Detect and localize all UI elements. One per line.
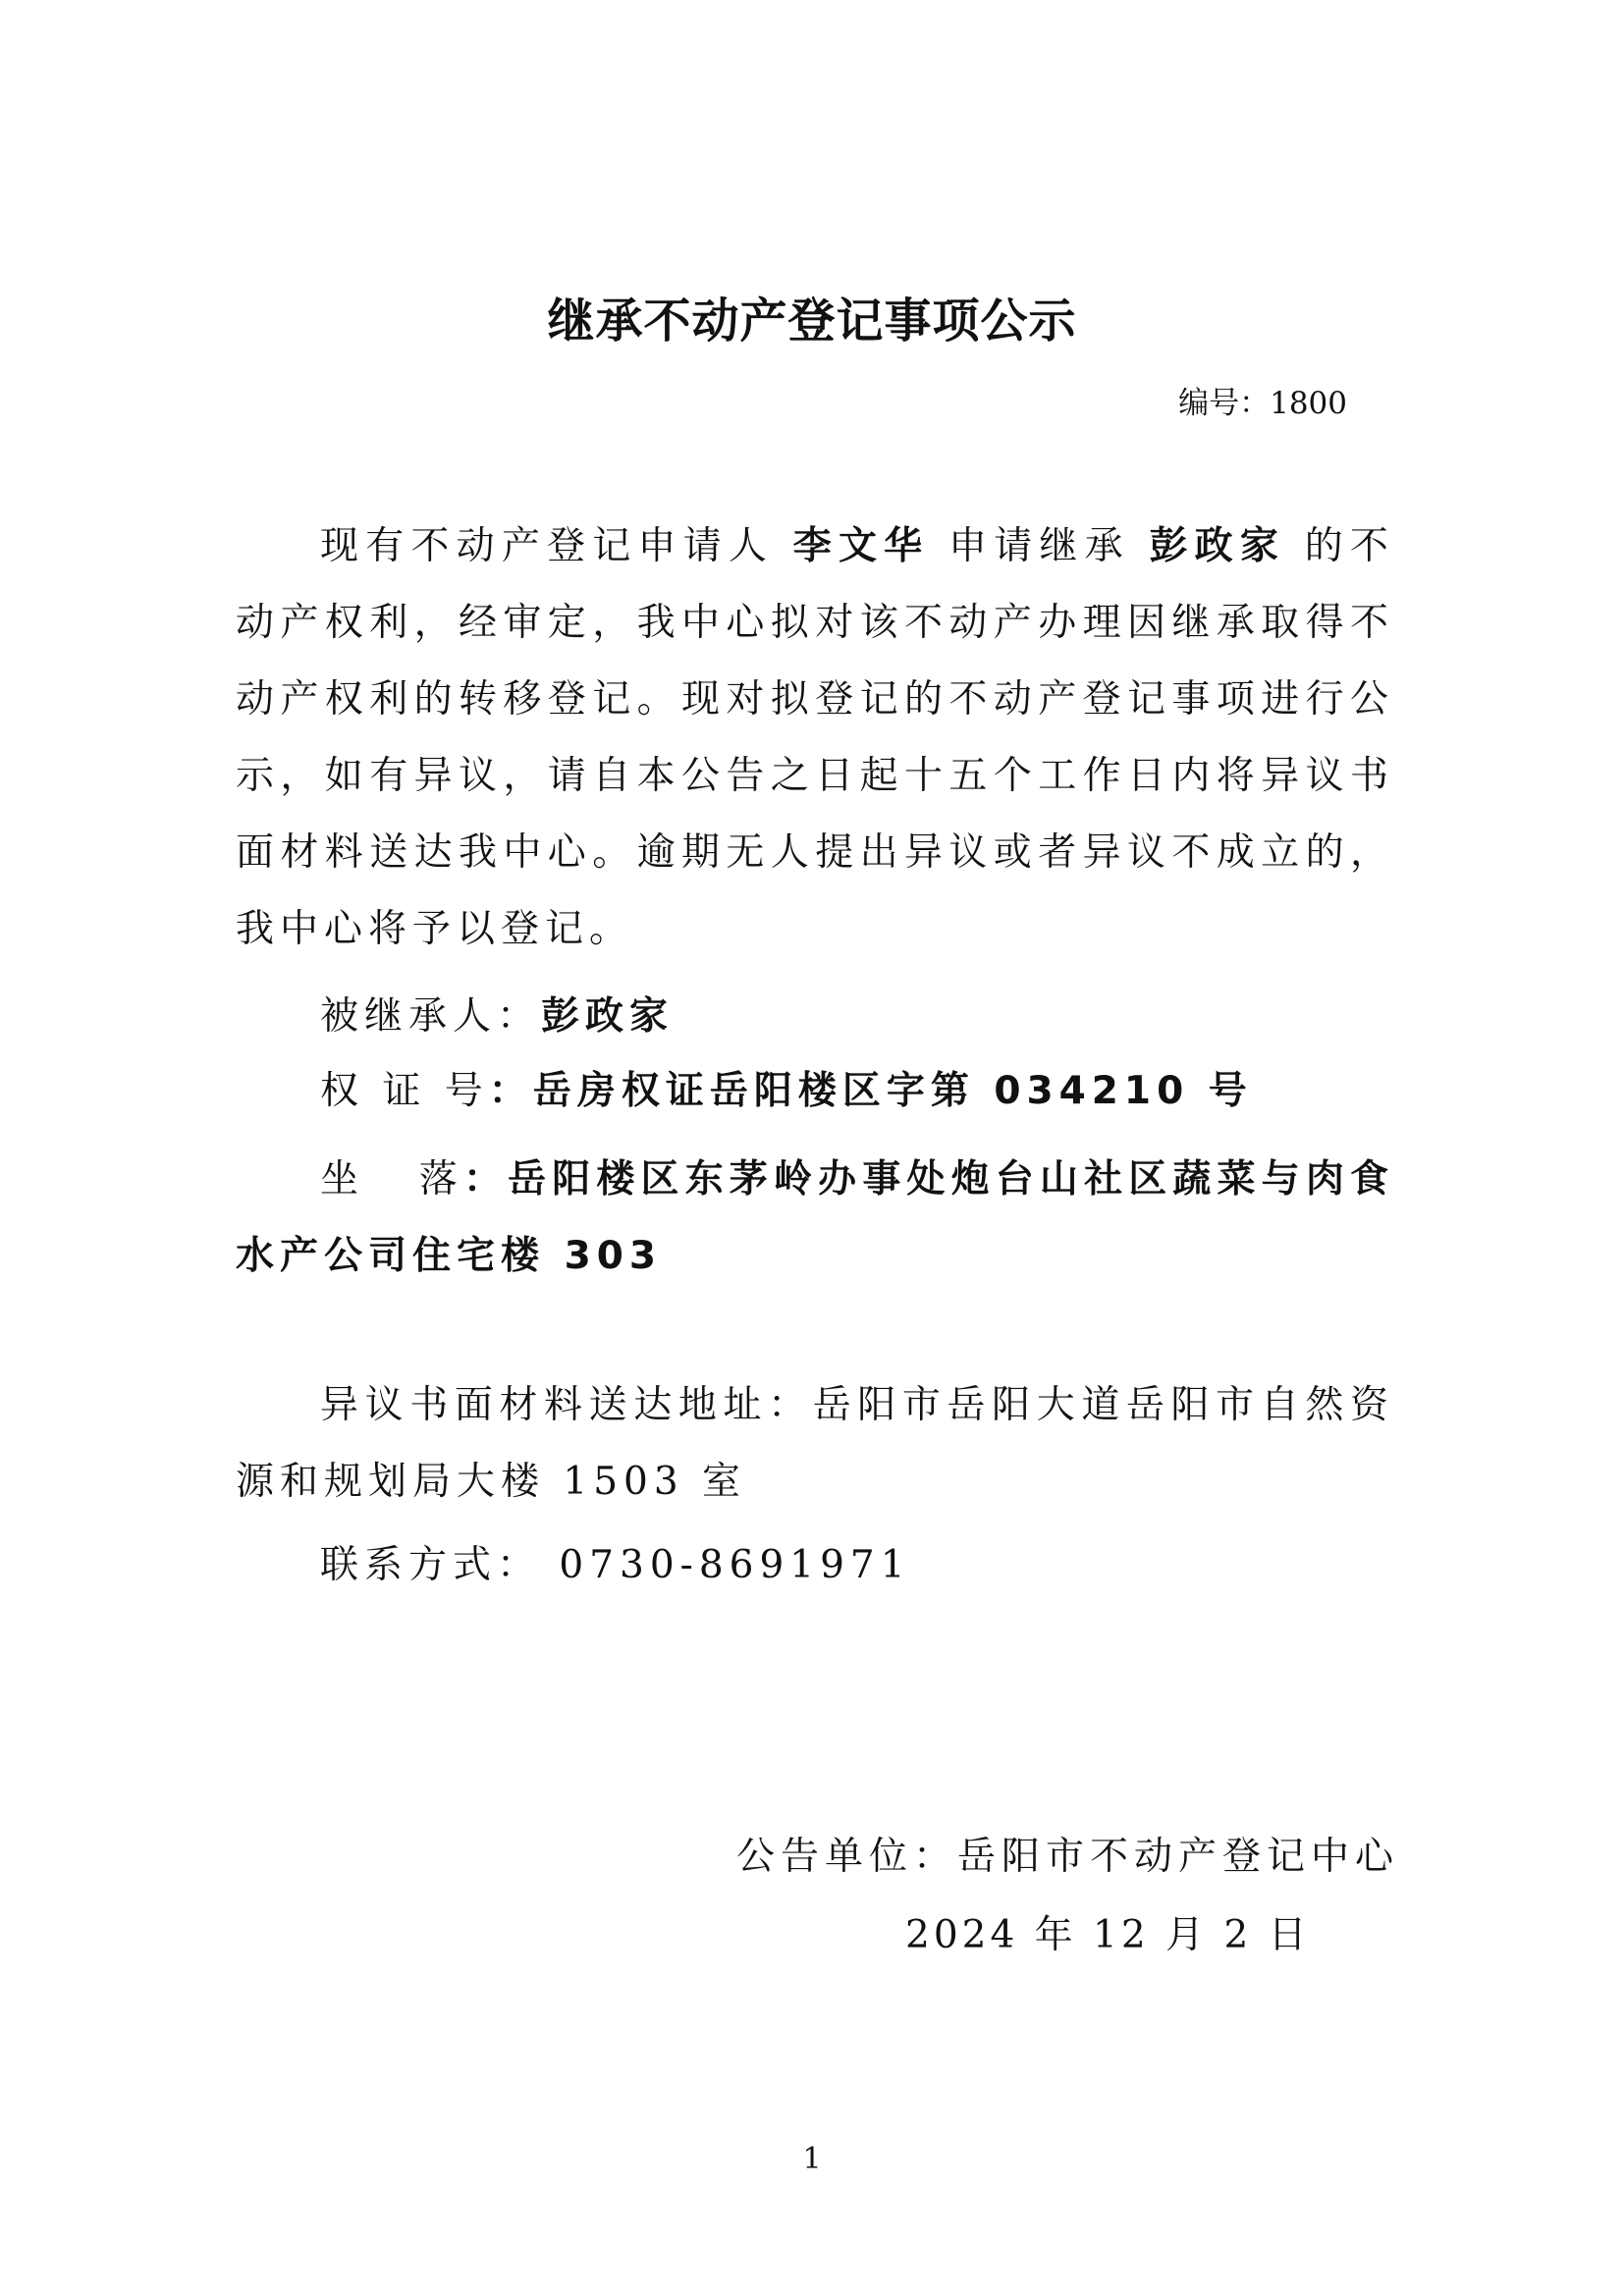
location-row	[236, 1142, 1394, 1295]
intro-text-3: 的不动产权利，经审定，我中心拟对该不动产办理因继承取得不动产权利的转移登记。现对拟登记的不动产登记事项进行公示，如有异议，请自本公告之日起十五个工作日内将异议书面材料送达我中心。逾期无人提出异议或者异议不成立的，我中心将予以登记。	[236, 524, 1394, 951]
location-label: 坐 落	[320, 1157, 463, 1201]
intro-text-2: 申请继承	[947, 524, 1130, 568]
applicant-name: 李文华	[792, 524, 930, 568]
location-colon: ：	[462, 1157, 509, 1201]
decedent-value: 彭政家	[541, 994, 675, 1039]
issue-date: 2024 年 12 月 2 日	[905, 1913, 1311, 1957]
objection-address: 异议书面材料送达地址：岳阳市岳阳大道岳阳市自然资源和规划局大楼 1503 室	[236, 1383, 1394, 1504]
issuing-unit: 公告单位：岳阳市不动产登记中心	[736, 1835, 1400, 1879]
certificate-value: 岳房权证岳阳楼区字第 034210 号	[532, 1069, 1253, 1113]
decedent-label: 被继承人：	[320, 994, 542, 1039]
decedent-row	[236, 986, 1479, 1041]
document-number: 编号：1800	[1178, 386, 1347, 421]
decedent-name-inline: 彭政家	[1149, 524, 1286, 568]
certificate-colon: ：	[488, 1069, 533, 1113]
contact-value: 0730-8691971	[559, 1543, 911, 1587]
contact-row	[236, 1534, 1479, 1589]
intro-paragraph	[236, 508, 1394, 968]
certificate-label: 权 证 号	[320, 1069, 489, 1113]
certificate-row	[236, 1060, 1479, 1115]
location-value: 岳阳楼区东茅岭办事处炮台山社区蔬菜与肉食水产公司住宅楼 303	[236, 1157, 1394, 1278]
intro-text-1: 现有不动产登记申请人	[320, 524, 775, 568]
page-number: 1	[802, 2142, 822, 2176]
page-title: 继承不动产登记事项公示	[547, 294, 1077, 348]
contact-label: 联系方式：	[320, 1543, 542, 1587]
